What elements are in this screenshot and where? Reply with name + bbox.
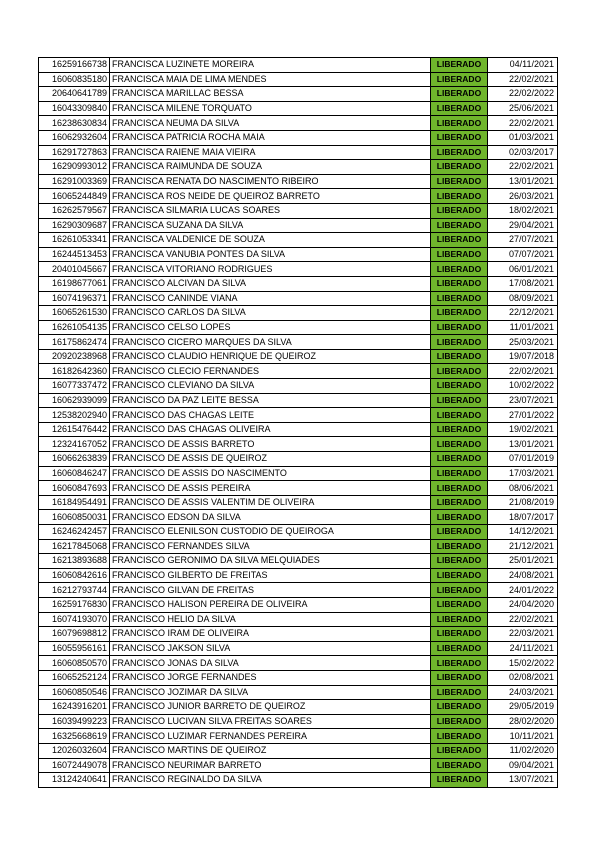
record-name-cell: FRANCISCA VITORIANO RODRIGUES (110, 262, 431, 277)
record-date-cell: 22/02/2021 (488, 116, 558, 131)
record-id-cell: 16062939099 (39, 393, 110, 408)
record-id-cell: 20920238968 (39, 349, 110, 364)
record-date-cell: 24/08/2021 (488, 568, 558, 583)
record-id-cell: 16066263839 (39, 452, 110, 467)
record-id-cell: 16291727863 (39, 145, 110, 160)
record-status-cell: LIBERADO (431, 291, 488, 306)
record-name-cell: FRANCISCO JORGE FERNANDES (110, 670, 431, 685)
record-date-cell: 27/07/2021 (488, 233, 558, 248)
record-date-cell: 22/12/2021 (488, 306, 558, 321)
record-id-cell: 16074193070 (39, 612, 110, 627)
record-name-cell: FRANCISCA SILMARIA LUCAS SOARES (110, 203, 431, 218)
record-date-cell: 25/01/2021 (488, 554, 558, 569)
record-name-cell: FRANCISCO GERONIMO DA SILVA MELQUIADES (110, 554, 431, 569)
record-id-cell: 20640641789 (39, 87, 110, 102)
table-row (39, 218, 558, 233)
table-row (39, 101, 558, 116)
record-date-cell: 22/02/2021 (488, 160, 558, 175)
record-status-cell: LIBERADO (431, 597, 488, 612)
table-row (39, 743, 558, 758)
record-status-cell: LIBERADO (431, 306, 488, 321)
record-name-cell: FRANCISCO JAKSON SILVA (110, 641, 431, 656)
record-status-cell: LIBERADO (431, 408, 488, 423)
record-status-cell: LIBERADO (431, 101, 488, 116)
table-row (39, 685, 558, 700)
record-date-cell: 24/03/2021 (488, 685, 558, 700)
record-id-cell: 16291003369 (39, 174, 110, 189)
record-name-cell: FRANCISCO CLAUDIO HENRIQUE DE QUEIROZ (110, 349, 431, 364)
record-status-cell: LIBERADO (431, 276, 488, 291)
record-date-cell: 29/04/2021 (488, 218, 558, 233)
table-row (39, 262, 558, 277)
record-id-cell: 16262579567 (39, 203, 110, 218)
table-row (39, 495, 558, 510)
record-name-cell: FRANCISCO EDSON DA SILVA (110, 510, 431, 525)
record-name-cell: FRANCISCO CLECIO FERNANDES (110, 364, 431, 379)
table-row (39, 408, 558, 423)
record-name-cell: FRANCISCA LUZINETE MOREIRA (110, 58, 431, 73)
records-table-body (39, 58, 558, 788)
record-status-cell: LIBERADO (431, 437, 488, 452)
record-date-cell: 25/03/2021 (488, 335, 558, 350)
record-status-cell: LIBERADO (431, 627, 488, 642)
record-date-cell: 18/02/2021 (488, 203, 558, 218)
record-status-cell: LIBERADO (431, 452, 488, 467)
record-name-cell: FRANCISCA MAIA DE LIMA MENDES (110, 72, 431, 87)
table-row (39, 656, 558, 671)
table-row (39, 58, 558, 73)
record-name-cell: FRANCISCO HALISON PEREIRA DE OLIVEIRA (110, 597, 431, 612)
table-row (39, 291, 558, 306)
record-name-cell: FRANCISCA RAIENE MAIA VIEIRA (110, 145, 431, 160)
table-row (39, 510, 558, 525)
table-row (39, 758, 558, 773)
record-status-cell: LIBERADO (431, 539, 488, 554)
table-row (39, 641, 558, 656)
record-date-cell: 02/08/2021 (488, 670, 558, 685)
record-date-cell: 10/11/2021 (488, 729, 558, 744)
table-row (39, 393, 558, 408)
record-date-cell: 21/12/2021 (488, 539, 558, 554)
record-id-cell: 16212793744 (39, 583, 110, 598)
record-id-cell: 16184954491 (39, 495, 110, 510)
record-id-cell: 16060847693 (39, 481, 110, 496)
record-id-cell: 16261054135 (39, 320, 110, 335)
table-row (39, 422, 558, 437)
record-name-cell: FRANCISCO JONAS DA SILVA (110, 656, 431, 671)
table-row (39, 700, 558, 715)
record-status-cell: LIBERADO (431, 203, 488, 218)
table-row (39, 670, 558, 685)
record-name-cell: FRANCISCO CELSO LOPES (110, 320, 431, 335)
record-id-cell: 16217845068 (39, 539, 110, 554)
record-id-cell: 16261053341 (39, 233, 110, 248)
record-status-cell: LIBERADO (431, 116, 488, 131)
record-date-cell: 01/03/2021 (488, 130, 558, 145)
record-name-cell: FRANCISCA MARILLAC BESSA (110, 87, 431, 102)
record-date-cell: 22/02/2021 (488, 612, 558, 627)
record-name-cell: FRANCISCA RAIMUNDA DE SOUZA (110, 160, 431, 175)
record-name-cell: FRANCISCO CLEVIANO DA SILVA (110, 379, 431, 394)
table-row (39, 379, 558, 394)
table-row (39, 539, 558, 554)
record-date-cell: 08/06/2021 (488, 481, 558, 496)
record-date-cell: 22/02/2022 (488, 87, 558, 102)
table-row (39, 87, 558, 102)
record-id-cell: 16060846247 (39, 466, 110, 481)
table-row (39, 597, 558, 612)
record-status-cell: LIBERADO (431, 145, 488, 160)
record-status-cell: LIBERADO (431, 335, 488, 350)
table-row (39, 130, 558, 145)
record-id-cell: 16290309687 (39, 218, 110, 233)
record-id-cell: 16074196371 (39, 291, 110, 306)
record-name-cell: FRANCISCO IRAM DE OLIVEIRA (110, 627, 431, 642)
record-name-cell: FRANCISCO DA PAZ LEITE BESSA (110, 393, 431, 408)
record-name-cell: FRANCISCO DAS CHAGAS OLIVEIRA (110, 422, 431, 437)
record-date-cell: 22/03/2021 (488, 627, 558, 642)
table-row (39, 189, 558, 204)
record-name-cell: FRANCISCO HELIO DA SILVA (110, 612, 431, 627)
table-row (39, 349, 558, 364)
record-status-cell: LIBERADO (431, 87, 488, 102)
record-status-cell: LIBERADO (431, 641, 488, 656)
record-status-cell: LIBERADO (431, 685, 488, 700)
record-date-cell: 14/12/2021 (488, 525, 558, 540)
record-status-cell: LIBERADO (431, 160, 488, 175)
record-date-cell: 24/01/2022 (488, 583, 558, 598)
table-row (39, 437, 558, 452)
record-status-cell: LIBERADO (431, 583, 488, 598)
records-table (38, 57, 558, 788)
table-row (39, 203, 558, 218)
table-row (39, 247, 558, 262)
record-status-cell: LIBERADO (431, 233, 488, 248)
record-name-cell: FRANCISCO CICERO MARQUES DA SILVA (110, 335, 431, 350)
record-date-cell: 27/01/2022 (488, 408, 558, 423)
table-row (39, 627, 558, 642)
record-date-cell: 04/11/2021 (488, 58, 558, 73)
record-date-cell: 18/07/2017 (488, 510, 558, 525)
table-row (39, 276, 558, 291)
record-id-cell: 16072449078 (39, 758, 110, 773)
record-id-cell: 16060850031 (39, 510, 110, 525)
record-id-cell: 16065261530 (39, 306, 110, 321)
record-id-cell: 16039499223 (39, 714, 110, 729)
record-id-cell: 16244513453 (39, 247, 110, 262)
record-status-cell: LIBERADO (431, 189, 488, 204)
record-status-cell: LIBERADO (431, 525, 488, 540)
record-status-cell: LIBERADO (431, 700, 488, 715)
record-date-cell: 24/11/2021 (488, 641, 558, 656)
record-id-cell: 12615476442 (39, 422, 110, 437)
record-status-cell: LIBERADO (431, 364, 488, 379)
record-status-cell: LIBERADO (431, 481, 488, 496)
record-name-cell: FRANCISCO REGINALDO DA SILVA (110, 773, 431, 788)
table-row (39, 116, 558, 131)
record-date-cell: 19/02/2021 (488, 422, 558, 437)
record-date-cell: 24/04/2020 (488, 597, 558, 612)
record-status-cell: LIBERADO (431, 568, 488, 583)
record-id-cell: 16060850546 (39, 685, 110, 700)
table-row (39, 335, 558, 350)
record-name-cell: FRANCISCO ELENILSON CUSTODIO DE QUEIROGA (110, 525, 431, 540)
record-date-cell: 15/02/2022 (488, 656, 558, 671)
record-date-cell: 23/07/2021 (488, 393, 558, 408)
record-id-cell: 16065244849 (39, 189, 110, 204)
record-name-cell: FRANCISCO CANINDE VIANA (110, 291, 431, 306)
record-name-cell: FRANCISCO JOZIMAR DA SILVA (110, 685, 431, 700)
record-name-cell: FRANCISCO DE ASSIS DE QUEIROZ (110, 452, 431, 467)
record-status-cell: LIBERADO (431, 72, 488, 87)
record-name-cell: FRANCISCO DE ASSIS VALENTIM DE OLIVEIRA (110, 495, 431, 510)
record-status-cell: LIBERADO (431, 743, 488, 758)
record-name-cell: FRANCISCO LUZIMAR FERNANDES PEREIRA (110, 729, 431, 744)
record-date-cell: 13/01/2021 (488, 174, 558, 189)
record-status-cell: LIBERADO (431, 510, 488, 525)
record-name-cell: FRANCISCA VALDENICE DE SOUZA (110, 233, 431, 248)
record-status-cell: LIBERADO (431, 218, 488, 233)
record-status-cell: LIBERADO (431, 422, 488, 437)
table-row (39, 714, 558, 729)
table-row (39, 452, 558, 467)
record-status-cell: LIBERADO (431, 247, 488, 262)
table-row (39, 364, 558, 379)
record-name-cell: FRANCISCA VANUBIA PONTES DA SILVA (110, 247, 431, 262)
record-status-cell: LIBERADO (431, 612, 488, 627)
record-date-cell: 22/02/2021 (488, 72, 558, 87)
record-id-cell: 20401045667 (39, 262, 110, 277)
table-row (39, 145, 558, 160)
record-date-cell: 13/07/2021 (488, 773, 558, 788)
record-name-cell: FRANCISCO GILBERTO DE FREITAS (110, 568, 431, 583)
record-name-cell: FRANCISCO DE ASSIS PEREIRA (110, 481, 431, 496)
record-status-cell: LIBERADO (431, 466, 488, 481)
record-id-cell: 16238630834 (39, 116, 110, 131)
record-status-cell: LIBERADO (431, 320, 488, 335)
record-id-cell: 16213893688 (39, 554, 110, 569)
table-row (39, 320, 558, 335)
record-date-cell: 25/06/2021 (488, 101, 558, 116)
record-name-cell: FRANCISCO ALCIVAN DA SILVA (110, 276, 431, 291)
record-name-cell: FRANCISCO JUNIOR BARRETO DE QUEIROZ (110, 700, 431, 715)
record-id-cell: 16062932604 (39, 130, 110, 145)
record-id-cell: 16198677061 (39, 276, 110, 291)
record-status-cell: LIBERADO (431, 58, 488, 73)
table-row (39, 583, 558, 598)
record-date-cell: 09/04/2021 (488, 758, 558, 773)
record-id-cell: 16060835180 (39, 72, 110, 87)
table-row (39, 233, 558, 248)
record-id-cell: 16175862474 (39, 335, 110, 350)
record-name-cell: FRANCISCO DE ASSIS BARRETO (110, 437, 431, 452)
record-id-cell: 16259166738 (39, 58, 110, 73)
record-date-cell: 11/01/2021 (488, 320, 558, 335)
record-date-cell: 10/02/2022 (488, 379, 558, 394)
record-name-cell: FRANCISCA SUZANA DA SILVA (110, 218, 431, 233)
record-name-cell: FRANCISCA RENATA DO NASCIMENTO RIBEIRO (110, 174, 431, 189)
record-name-cell: FRANCISCA MILENE TORQUATO (110, 101, 431, 116)
record-date-cell: 07/07/2021 (488, 247, 558, 262)
record-id-cell: 16077337472 (39, 379, 110, 394)
table-row (39, 525, 558, 540)
record-id-cell: 16060850570 (39, 656, 110, 671)
record-status-cell: LIBERADO (431, 262, 488, 277)
record-date-cell: 13/01/2021 (488, 437, 558, 452)
table-row (39, 160, 558, 175)
record-status-cell: LIBERADO (431, 349, 488, 364)
record-status-cell: LIBERADO (431, 393, 488, 408)
record-status-cell: LIBERADO (431, 773, 488, 788)
table-row (39, 773, 558, 788)
record-date-cell: 08/09/2021 (488, 291, 558, 306)
record-name-cell: FRANCISCO CARLOS DA SILVA (110, 306, 431, 321)
record-id-cell: 16060842616 (39, 568, 110, 583)
record-id-cell: 16043309840 (39, 101, 110, 116)
record-date-cell: 19/07/2018 (488, 349, 558, 364)
record-id-cell: 16079698812 (39, 627, 110, 642)
record-status-cell: LIBERADO (431, 495, 488, 510)
record-status-cell: LIBERADO (431, 758, 488, 773)
record-name-cell: FRANCISCA NEUMA DA SILVA (110, 116, 431, 131)
record-date-cell: 28/02/2020 (488, 714, 558, 729)
table-row (39, 729, 558, 744)
record-id-cell: 16065252124 (39, 670, 110, 685)
record-id-cell: 16290993012 (39, 160, 110, 175)
record-status-cell: LIBERADO (431, 379, 488, 394)
record-date-cell: 11/02/2020 (488, 743, 558, 758)
record-name-cell: FRANCISCO MARTINS DE QUEIROZ (110, 743, 431, 758)
record-status-cell: LIBERADO (431, 130, 488, 145)
record-name-cell: FRANCISCO LUCIVAN SILVA FREITAS SOARES (110, 714, 431, 729)
record-date-cell: 07/01/2019 (488, 452, 558, 467)
table-row (39, 72, 558, 87)
record-name-cell: FRANCISCO FERNANDES SILVA (110, 539, 431, 554)
record-id-cell: 16182642360 (39, 364, 110, 379)
table-row (39, 481, 558, 496)
record-id-cell: 16246242457 (39, 525, 110, 540)
record-id-cell: 16243916201 (39, 700, 110, 715)
record-id-cell: 16055956161 (39, 641, 110, 656)
table-row (39, 568, 558, 583)
record-name-cell: FRANCISCA ROS NEIDE DE QUEIROZ BARRETO (110, 189, 431, 204)
record-id-cell: 16259176830 (39, 597, 110, 612)
record-date-cell: 21/08/2019 (488, 495, 558, 510)
record-status-cell: LIBERADO (431, 554, 488, 569)
record-status-cell: LIBERADO (431, 174, 488, 189)
record-name-cell: FRANCISCO DE ASSIS DO NASCIMENTO (110, 466, 431, 481)
record-id-cell: 12324167052 (39, 437, 110, 452)
record-date-cell: 22/02/2021 (488, 364, 558, 379)
record-date-cell: 17/03/2021 (488, 466, 558, 481)
table-row (39, 554, 558, 569)
table-row (39, 306, 558, 321)
record-date-cell: 17/08/2021 (488, 276, 558, 291)
table-row (39, 466, 558, 481)
record-status-cell: LIBERADO (431, 670, 488, 685)
record-name-cell: FRANCISCO GILVAN DE FREITAS (110, 583, 431, 598)
record-status-cell: LIBERADO (431, 714, 488, 729)
record-status-cell: LIBERADO (431, 656, 488, 671)
record-id-cell: 16325668619 (39, 729, 110, 744)
record-status-cell: LIBERADO (431, 729, 488, 744)
table-row (39, 612, 558, 627)
record-date-cell: 29/05/2019 (488, 700, 558, 715)
record-date-cell: 26/03/2021 (488, 189, 558, 204)
record-date-cell: 06/01/2021 (488, 262, 558, 277)
record-id-cell: 12026032604 (39, 743, 110, 758)
table-row (39, 174, 558, 189)
record-date-cell: 02/03/2017 (488, 145, 558, 160)
record-name-cell: FRANCISCO NEURIMAR BARRETO (110, 758, 431, 773)
record-id-cell: 12538202940 (39, 408, 110, 423)
record-name-cell: FRANCISCA PATRICIA ROCHA MAIA (110, 130, 431, 145)
record-id-cell: 13124240641 (39, 773, 110, 788)
record-name-cell: FRANCISCO DAS CHAGAS LEITE (110, 408, 431, 423)
